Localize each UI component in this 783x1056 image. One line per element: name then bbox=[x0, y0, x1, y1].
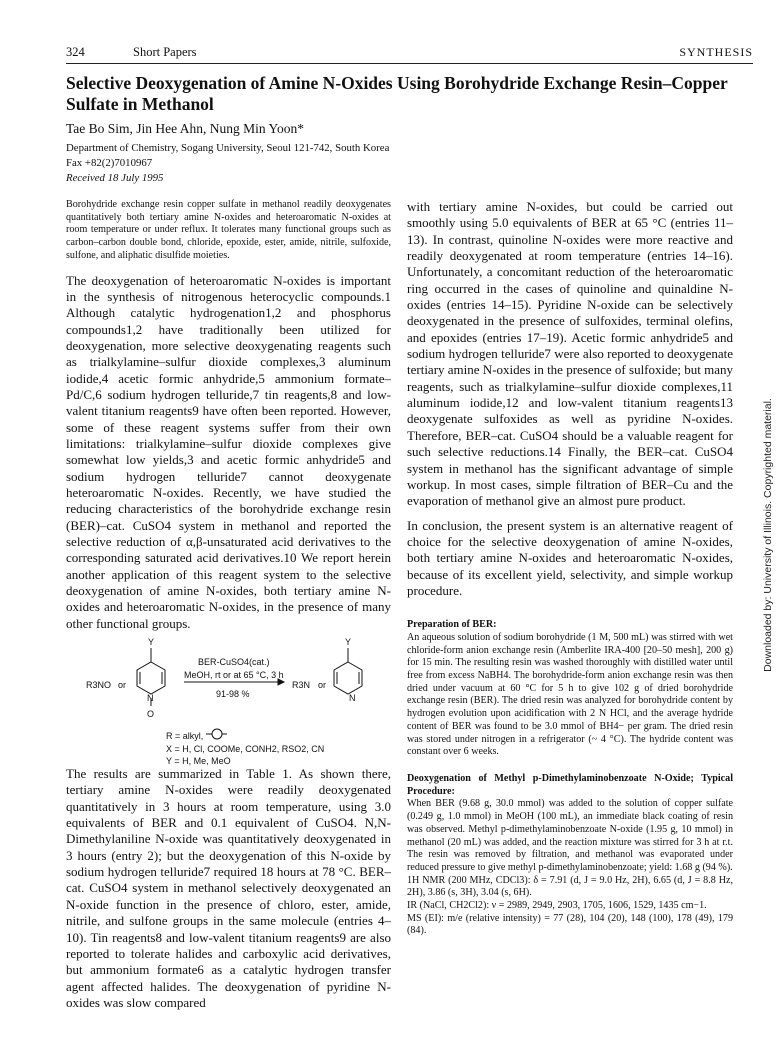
experimental-text-ber: An aqueous solution of sodium borohydride (1 M, 500 mL) was stirred with wet chloride-form anion exchange resin (Amberlite IRA-400 [20–50 mesh], 200 g) for 15 min. The resulting resin was washed thoroughly with distilled water until free from excess NaBH4. The borohydride-form anion exchange resin was then dried under vacuum at 60 °C for 5 h to give 102 g of dried borohydride exchange resin (BER). The dried resin was analyzed for borohydride content by hydrogen evolution upon acidification with 2 N HCl, and the average hydride content of BER was found to be 3.0 mmol of BH4− per gram. The dried resin was stored under nitrogen in a refrigerator (~ 4 °C). The hydride content was constant over 6 weeks. bbox=[407, 631, 733, 758]
right-column bbox=[407, 199, 733, 938]
right-product: R3N bbox=[292, 680, 311, 691]
or-left: or bbox=[118, 680, 127, 691]
journal-name: SYNTHESIS bbox=[679, 45, 753, 59]
download-notice bbox=[760, 370, 776, 700]
section-name: Short Papers bbox=[133, 45, 197, 59]
left-reactant: R3NO bbox=[86, 680, 112, 691]
pyridine-ring bbox=[334, 662, 362, 694]
or-right: or bbox=[318, 680, 327, 691]
experimental-heading-procedure: Deoxygenation of Methyl p-Dimethylaminobenzoate N-Oxide; Typical Procedure: bbox=[407, 772, 733, 797]
article-title: Selective Deoxygenation of Amine N-Oxides Using Borohydride Exchange Resin–Copper Sulfate in Methanol bbox=[66, 73, 728, 114]
experimental-section bbox=[407, 619, 733, 938]
n-oxide-n: N bbox=[147, 693, 154, 704]
y-definition: Y = H, Me, MeO bbox=[166, 756, 231, 767]
conclusion-paragraph: In conclusion, the present system is an alternative reagent of choice for the selective deoxygenation of amine N-oxides, both tertiary amine N-oxides and heteroaromatic N-oxides, because of its excellent yield, selectivity, and simple workup procedure. bbox=[407, 517, 733, 598]
intro-paragraph: The deoxygenation of heteroaromatic N-oxides is important in the synthesis of nitrogenous heterocyclic compounds.1 Although catalytic hydrogenation1,2 and phosphorus compounds1,2 have traditionally been utilized for deoxygenation, more selective deoxygenating reagents such as trialkylamine–sulfur dioxide complexes,3 aluminum iodide,4 acetic formic anhydride,5 ammonium formate–Pd/C,6 sodium hydrogen telluride,7 tin reagents,8 and low-valent titanium reagents9 have often been reported. However, some of these reagent systems suffer from their own limitations: trialkylamine–sulfur dioxide complexes give somewhat low yields,3 and acetic formic anhydride5 and sodium hydrogen telluride7 cannot deoxygenate heteroaromatic N-oxides. Recently, we have studied the reducing characteristics of the borohydride exchange resin (BER)–cat. CuSO4 system in methanol and reported the selective reduction of α,β-unsaturated acid derivatives to the corresponding saturated acid derivatives.10 We report herein another application of this reagent system to the selective deoxygenation of amine N-oxides, both tertiary amine N-oxides and heteroaromatic N-oxides, in the presence of many other functional groups. bbox=[66, 272, 391, 631]
x-definition: X = H, Cl, COOMe, CONH2, RSO2, CN bbox=[166, 744, 325, 755]
discussion-paragraph: with tertiary amine N-oxides, but could be carried out smoothly using 5.0 equivalents of BER at 65 °C (entries 11–13). In contrast, quinoline N-oxides were more reactive and readily deoxygenated at room temperature (entries 14–16). Unfortunately, a concomitant reduction of the heteroaromatic ring occurred in the cases of quinoline and quinaldine N-oxides (entries 14–15). Pyridine N-oxide can be selectively deoxygenated in the presence of sulfoxides, terminal olefins, and epoxides (entries 17–19). Acetic formic anhydride5 and sodium hydrogen telluride7 were also reported to deoxygenate tertiary amine N-oxides in the presence of sulfoxide; but many reagents, such as trialkylamine–sulfur dioxide complexes,11 aluminum iodide,12 and low-valent titanium reagents13 deoxygenate sulfoxides as well as pyridine N-oxides. Therefore, BER–cat. CuSO4 should be a valuable reagent for such selective reductions.14 Finally, the BER–cat. CuSO4 system in methanol has the significant advantage of simple workup. In most cases, simple filtration of BER–Cu and the evaporation of methanol give an almost pure product. bbox=[407, 199, 733, 509]
received-date: Received 18 July 1995 bbox=[66, 172, 164, 184]
yield-label: 91-98 % bbox=[216, 689, 250, 700]
nmr-data: 1H NMR (200 MHz, CDCl3): δ = 7.91 (d, J = 9.0 Hz, 2H), 6.65 (d, J = 8.8 Hz, 2H), 3.86 (s, 3H), 3.04 (s, 6H). bbox=[407, 874, 733, 899]
experimental-text-procedure: When BER (9.68 g, 30.0 mmol) was added to the solution of copper sulfate (0.249 g, 1.0 mmol) in MeOH (100 mL), an immediate black coating of resin was observed. Methyl p-dimethylaminobenzoate N-oxide (1.95 g, 10 mmol) in methanol (20 mL) was added, and the reaction mixture was stirred for 3 h at r.t. The resin was removed by filtration, and methanol was evaporated under reduced pressure to give methyl p-dimethylaminobenzoate; yield: 1.68 g (94 %). bbox=[407, 798, 733, 873]
experimental-heading-ber: Preparation of BER: bbox=[407, 619, 497, 631]
results-paragraph: The results are summarized in Table 1. As shown there, tertiary amine N-oxides were readily deoxygenated quantitatively in 3 hours at room temperature, using 3.0 equivalents of BER and 0.1 equivalent of CuSO4. N,N-Dimethylaniline N-oxide was quantitatively deoxygenated in 3 hours (entry 2); but the deoxygenation of this N-oxide by sodium hydrogen telluride7 required 18 hours at 78 °C. BER–cat. CuSO4 system in methanol selectively deoxygenated an N-oxide function in the presence of chloro, ester, amide, nitrile, and sulfone groups in the same molecule (entries 4–10). Tin reagents8 and low-valent titanium reagents9 are also reported to tolerate halides and carboxylic acid derivatives, but ammonium formate6 as a catalytic hydrogen transfer agent affected halides. The deoxygenation of pyridine N-oxides was slow compared bbox=[66, 766, 391, 1010]
abstract: Borohydride exchange resin copper sulfate in methanol readily deoxygenates quantitatively both tertiary amine N-oxides and heteroaromatic N-oxides at room temperature or under reflux. It tolerates many functional groups such as carbon–carbon double bond, chloride, epoxide, ester, amide, nitrile, sulfoxide, sulfone, and aliphatic disulfide moieties. bbox=[66, 199, 391, 261]
header-rule bbox=[66, 63, 753, 64]
conditions-label: MeOH, rt or at 65 °C, 3 h bbox=[184, 670, 284, 681]
page-number: 324 bbox=[66, 45, 85, 59]
affiliation-block bbox=[66, 141, 389, 186]
reagent-label: BER-CuSO4(cat.) bbox=[198, 657, 270, 668]
left-column bbox=[66, 199, 391, 1019]
ms-data: MS (EI): m/e (relative intensity) = 77 (28), 104 (20), 148 (100), 178 (49), 179 (84). bbox=[407, 912, 733, 937]
n-oxide-o: O bbox=[147, 709, 155, 720]
substituent-y-right: Y bbox=[345, 637, 352, 648]
substituent-y-left: Y bbox=[148, 637, 155, 648]
authors: Tae Bo Sim, Jin Hee Ahn, Nung Min Yoon* bbox=[66, 121, 304, 136]
ir-data: IR (NaCl, CH2Cl2): ν = 2989, 2949, 2903, 1705, 1606, 1529, 1435 cm−1. bbox=[407, 900, 707, 912]
product-n: N bbox=[349, 693, 356, 704]
download-notice-text: Downloaded by: University of Illinois. Copyrighted material. bbox=[762, 398, 774, 672]
reaction-scheme bbox=[66, 637, 391, 767]
r-definition: R = alkyl, bbox=[166, 731, 204, 742]
affiliation-department: Department of Chemistry, Sogang University, Seoul 121-742, South Korea bbox=[66, 142, 390, 154]
affiliation-fax: Fax +82(2)7010967 bbox=[66, 157, 153, 169]
